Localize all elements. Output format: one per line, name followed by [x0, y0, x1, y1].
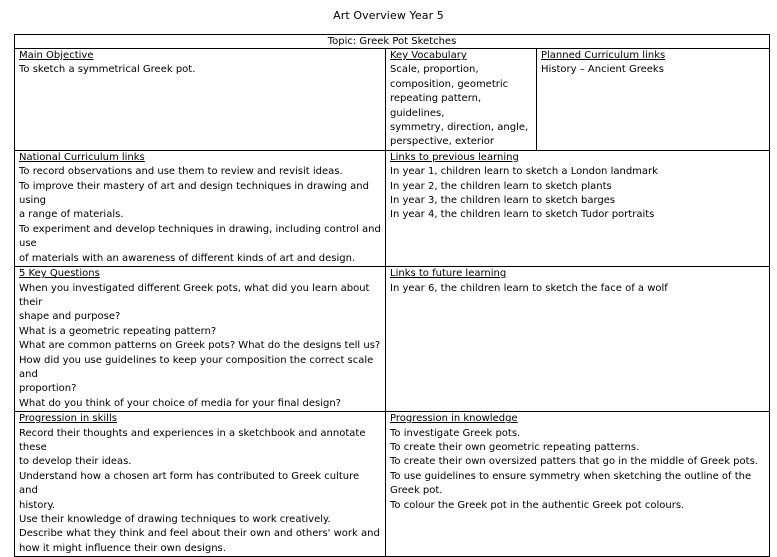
links-future-heading: Links to future learning: [390, 268, 507, 280]
progression-skills-cell: [15, 412, 386, 557]
links-previous-heading: Links to previous learning: [390, 151, 519, 163]
links-previous-cell: [386, 150, 770, 266]
links-future-line: In year 6, the children learn to sketch the face of a wolf: [390, 282, 668, 294]
planned-curriculum-cell: [537, 49, 770, 151]
main-objective-line: To sketch a symmetrical Greek pot.: [19, 64, 196, 76]
progression-knowledge-line: Greek pot.: [390, 485, 443, 497]
overview-table: [14, 34, 770, 557]
national-curriculum-line: of materials with an awareness of different kinds of art and design.: [19, 252, 356, 264]
key-question-line: shape and purpose?: [19, 311, 121, 323]
progression-knowledge-cell: [386, 412, 770, 557]
key-question-line: What is a geometric repeating pattern?: [19, 325, 217, 337]
progression-knowledge-heading: Progression in knowledge: [390, 413, 518, 425]
progression-skills-line: to develop their ideas.: [19, 456, 132, 468]
progression-knowledge-line: To investigate Greek pots.: [390, 427, 521, 439]
topic-cell: Topic: Greek Pot Sketches: [15, 35, 770, 49]
national-curriculum-line: To record observations and use them to review and revisit ideas.: [19, 166, 343, 178]
progression-knowledge-line: To colour the Greek pot in the authentic Greek pot colours.: [390, 499, 685, 511]
national-curriculum-line: To improve their mastery of art and design techniques in drawing and using: [19, 180, 369, 207]
key-vocabulary-cell: [386, 49, 537, 151]
progression-knowledge-line: To create their own geometric repeating patterns.: [390, 441, 640, 453]
document-title: Art Overview Year 5: [333, 9, 444, 22]
national-curriculum-line: a range of materials.: [19, 209, 124, 221]
key-vocabulary-line: Scale, proportion,: [390, 64, 479, 76]
national-curriculum-cell: [15, 150, 386, 266]
key-vocabulary-line: perspective, exterior: [390, 136, 495, 148]
progression-skills-heading: Progression in skills: [19, 413, 117, 425]
progression-skills-line: how it might influence their own designs.: [19, 542, 226, 554]
planned-curriculum-line: History – Ancient Greeks: [541, 64, 664, 76]
key-question-line: When you investigated different Greek pots, what did you learn about their: [19, 282, 370, 308]
planned-curriculum-heading: Planned Curriculum links: [541, 50, 666, 61]
key-questions-cell: [15, 267, 386, 412]
progression-knowledge-line: To use guidelines to ensure symmetry when sketching the outline of the: [390, 470, 752, 482]
progression-skills-line: Record their thoughts and experiences in a sketchbook and annotate these: [19, 427, 366, 453]
key-vocabulary-heading: Key Vocabulary: [390, 50, 467, 61]
key-questions-heading: 5 Key Questions: [19, 268, 100, 280]
progression-knowledge-line: To create their own oversized patters that go in the middle of Greek pots.: [390, 456, 758, 468]
main-objective-heading: Main Objective: [19, 50, 94, 61]
progression-skills-line: history.: [19, 499, 56, 511]
key-question-line: proportion?: [19, 383, 77, 395]
national-curriculum-line: To experiment and develop techniques in drawing, including control and use: [19, 223, 381, 250]
key-question-line: What do you think of your choice of media for your final design?: [19, 397, 341, 409]
links-previous-line: In year 3, the children learn to sketch barges: [390, 195, 616, 207]
progression-skills-line: Understand how a chosen art form has contributed to Greek culture and: [19, 470, 360, 497]
progression-skills-line: Use their knowledge of drawing techniques to work creatively.: [19, 514, 331, 525]
national-curriculum-heading: National Curriculum links: [19, 151, 145, 163]
main-objective-cell: [15, 49, 386, 151]
key-question-line: How did you use guidelines to keep your composition the correct scale and: [19, 354, 374, 380]
links-future-cell: [386, 267, 770, 412]
key-vocabulary-line: repeating pattern, guidelines,: [390, 93, 482, 119]
links-previous-line: In year 4, the children learn to sketch Tudor portraits: [390, 209, 655, 221]
key-vocabulary-line: composition, geometric: [390, 78, 509, 90]
links-previous-line: In year 2, the children learn to sketch plants: [390, 180, 612, 192]
links-previous-line: In year 1, children learn to sketch a London landmark: [390, 166, 658, 178]
progression-skills-line: Describe what they think and feel about their own and others' work and: [19, 528, 380, 540]
key-question-line: What are common patterns on Greek pots? What do the designs tell us?: [19, 340, 381, 352]
key-vocabulary-line: symmetry, direction, angle,: [390, 122, 529, 134]
